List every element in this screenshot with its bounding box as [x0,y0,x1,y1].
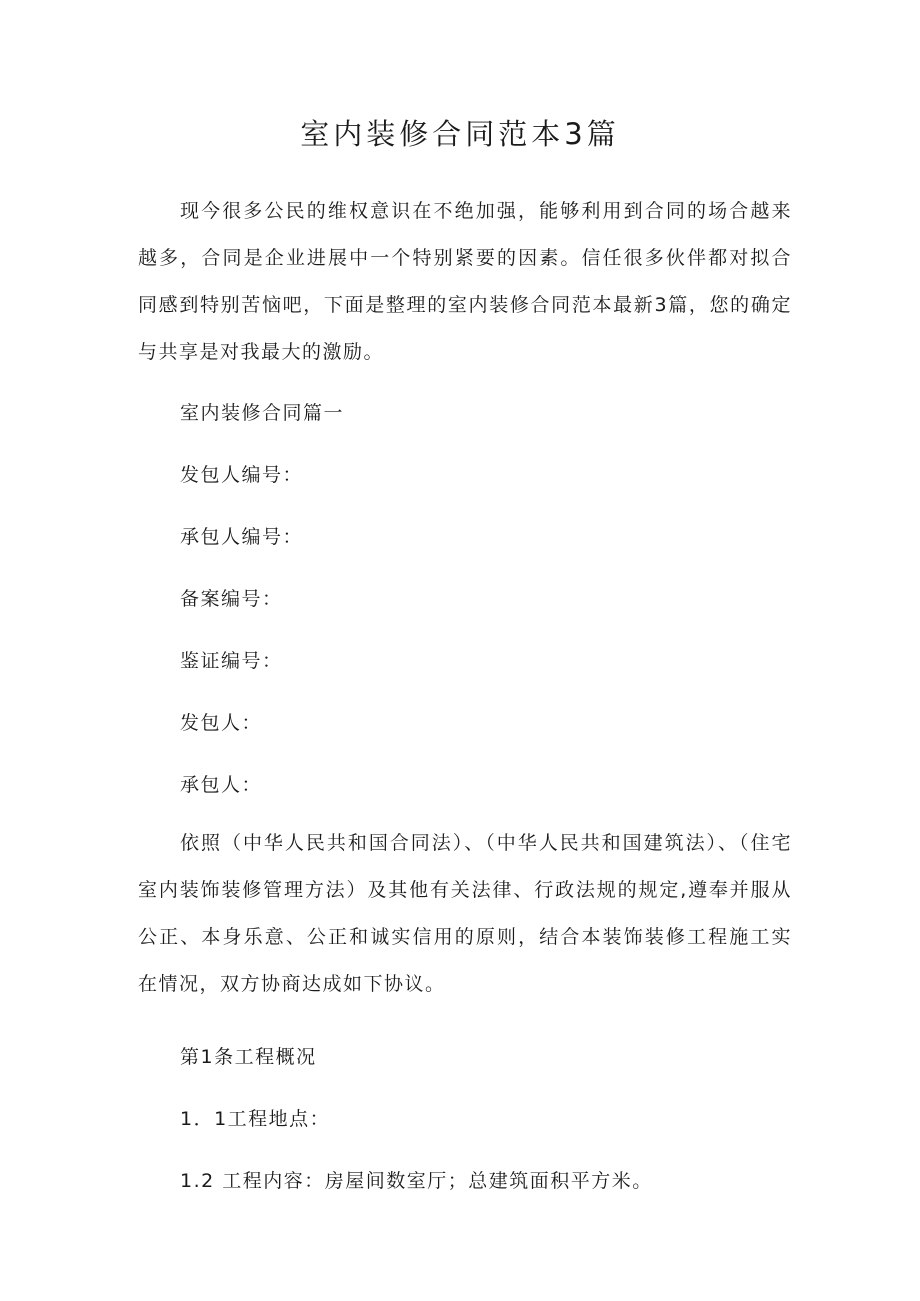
record-number-field: 备案编号： [180,588,283,610]
article-1-heading: 第1条工程概况 [180,1046,317,1068]
employer-number-field: 发包人编号： [180,464,304,486]
document-title: 室内装修合同范本3篇 [300,117,620,151]
notary-number-field: 鉴证编号： [180,650,283,672]
intro-paragraph: 现今很多公民的维权意识在不绝加强，能够利用到合同的场合越来越多，合同是企业进展中一个特别紧要的因素。信任很多伙伴都对拟合同感到特别苦恼吧，下面是整理的室内装修合同范本最新3篇，您的确定与共享是对我最大的激励。 [138,200,792,363]
contractor-field: 承包人： [180,774,263,796]
article-1-item-1: 1．1工程地点： [180,1108,331,1130]
employer-field: 发包人： [180,712,263,734]
basis-paragraph: 依照（中华人民共和国合同法）、（中华人民共和国建筑法）、（住宅室内装饰装修管理方法）及其他有关法律、行政法规的规定,遵奉并服从公正、本身乐意、公正和诚实信用的原则，结合本装饰装修工程施工实在情况，双方协商达成如下协议。 [138,832,792,995]
article-1-item-2: 1.2 工程内容：房屋间数室厅；总建筑面积平方米。 [180,1170,653,1192]
section-heading: 室内装修合同篇一 [180,402,345,424]
contractor-number-field: 承包人编号： [180,526,304,548]
